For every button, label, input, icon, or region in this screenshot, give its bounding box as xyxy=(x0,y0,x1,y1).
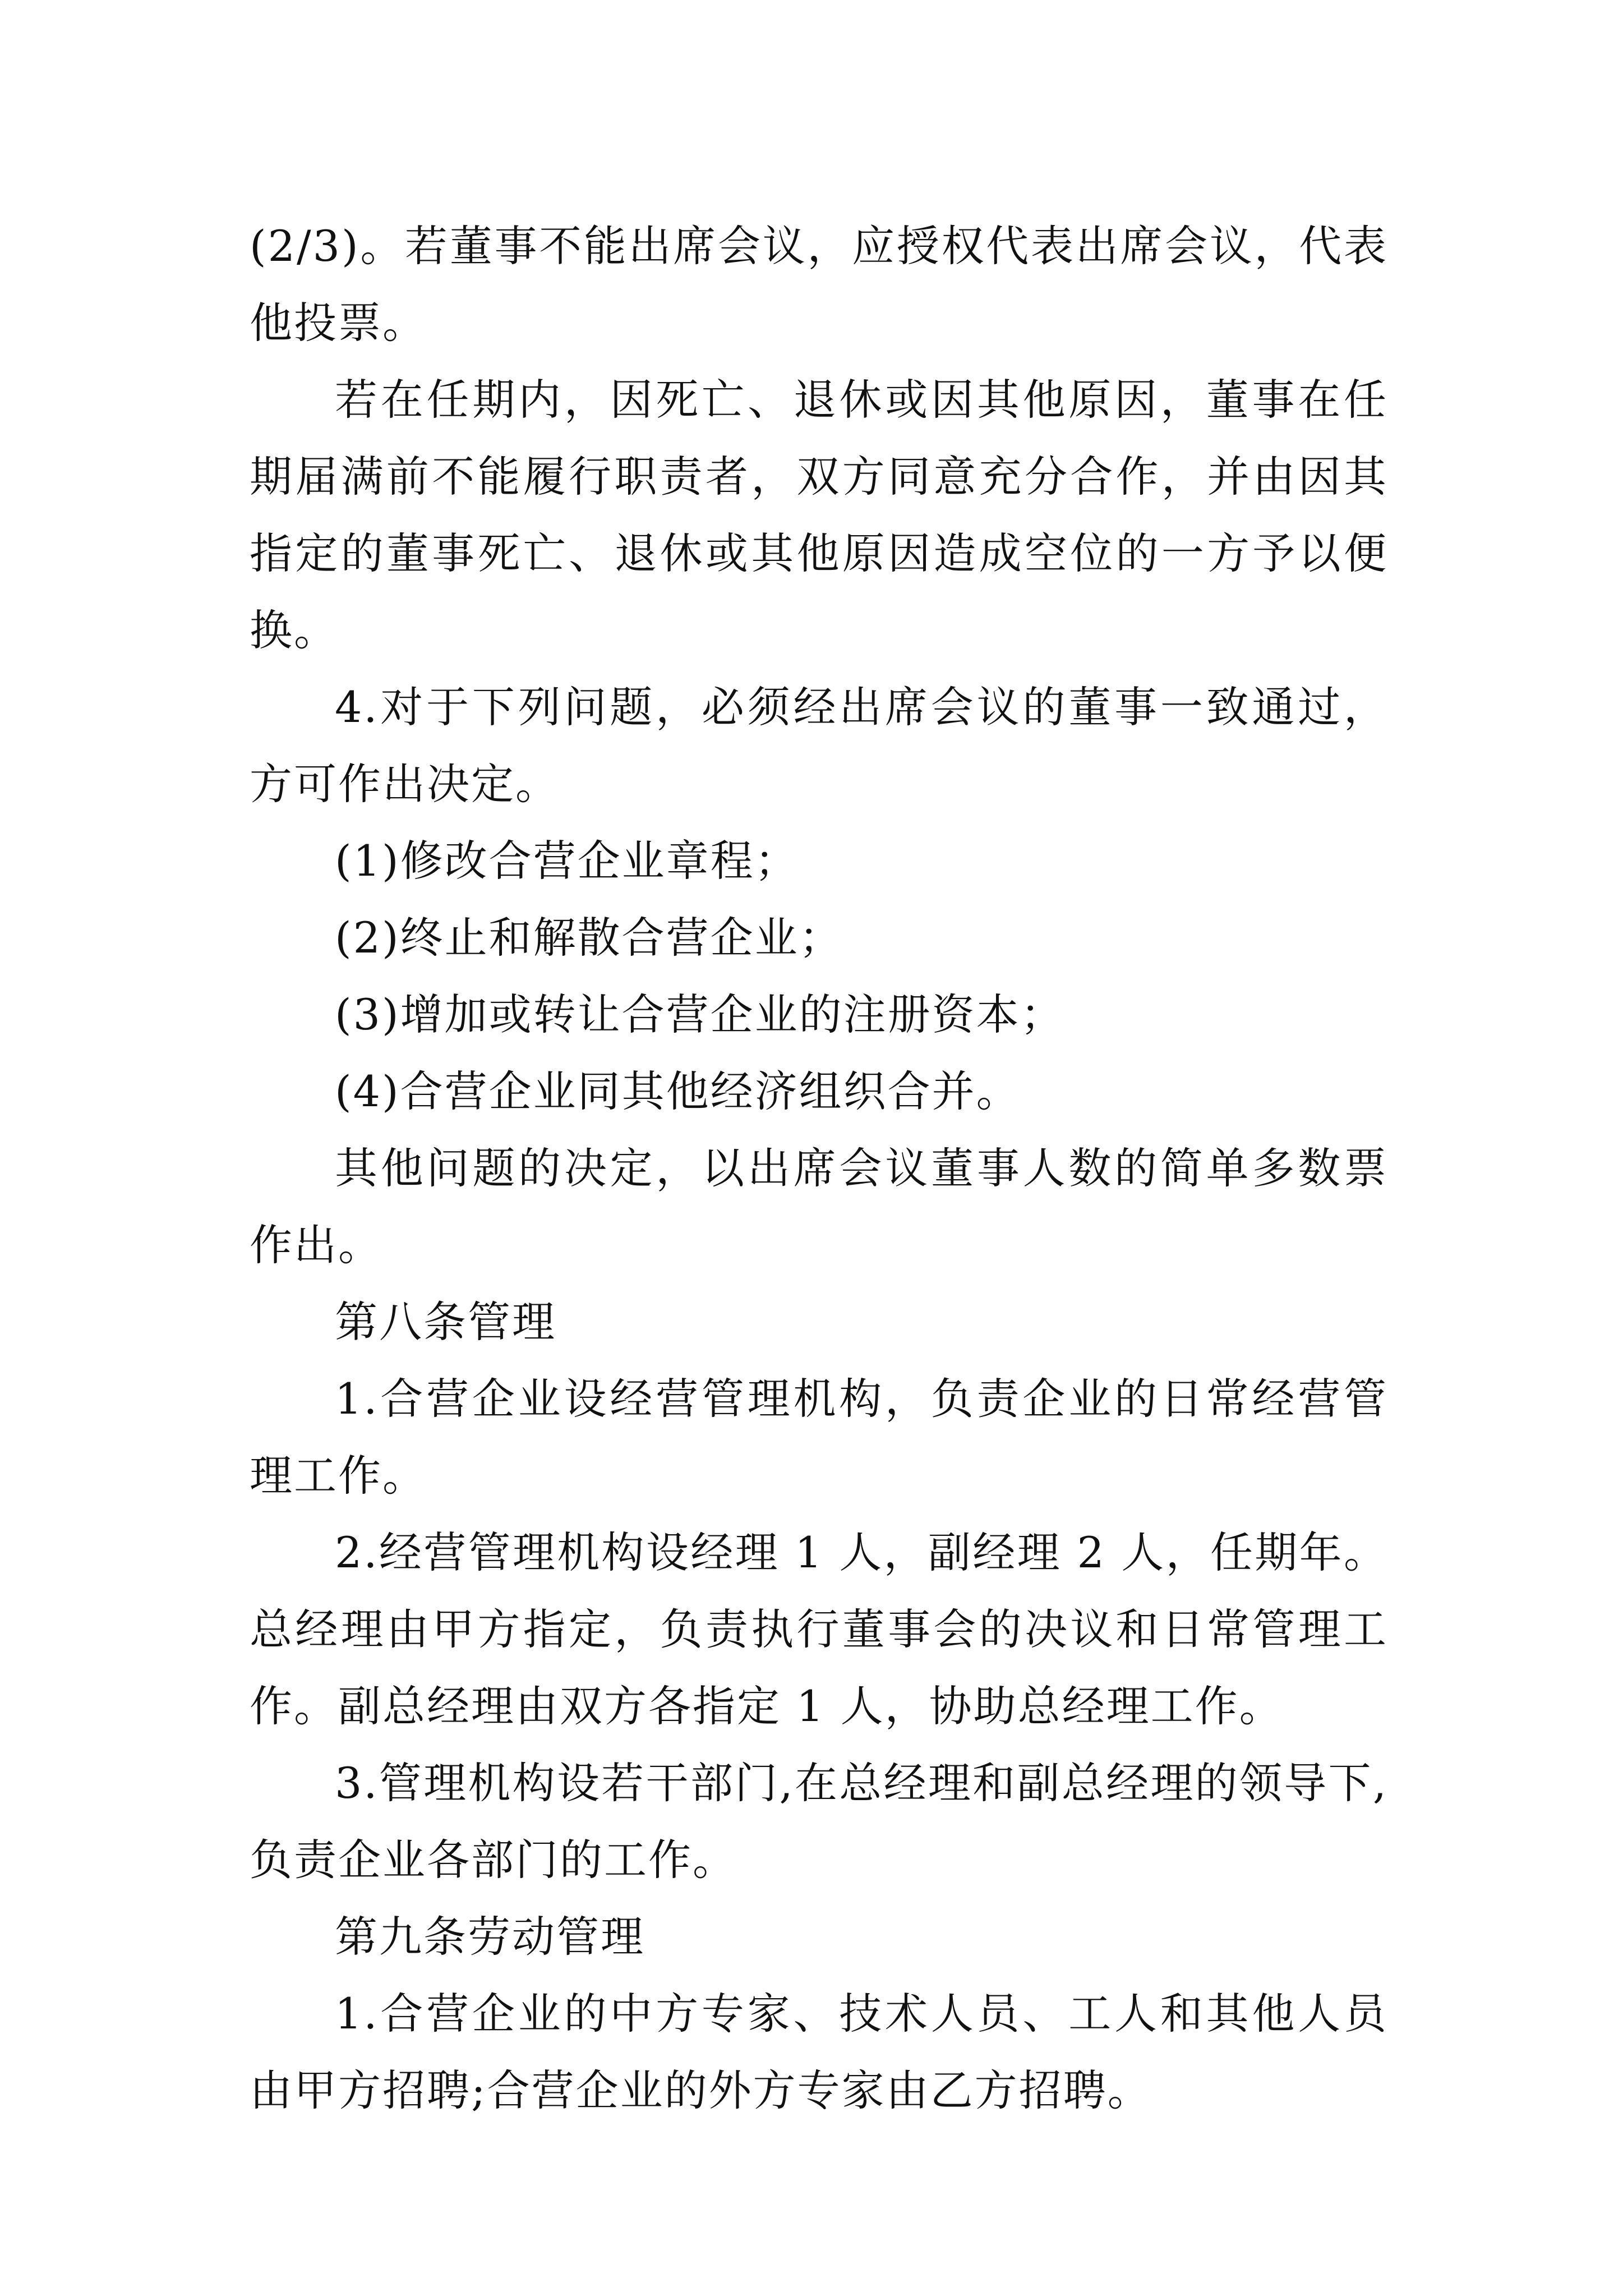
document-body xyxy=(250,208,1388,2129)
paragraph-managers: 2.经营管理机构设经理 1 人，副经理 2 人，任期年。总经理由甲方指定，负责执行董事会的决议和日常管理工作。副总经理由双方各指定 1 人，协助总经理工作。 xyxy=(250,1527,1388,1731)
list-item-amend-articles: (1)修改合营企业章程； xyxy=(335,836,799,886)
article-8-heading: 第八条管理 xyxy=(335,1297,556,1347)
list-item-merger: (4)合营企业同其他经济组织合并。 xyxy=(335,1066,1021,1116)
paragraph-continuation: (2/3)。若董事不能出席会议，应授权代表出席会议，代表他投票。 xyxy=(250,221,1388,348)
paragraph-director-vacancy: 若在任期内，因死亡、退休或因其他原因，董事在任期届满前不能履行职责者，双方同意充分合作，并由因其指定的董事死亡、退休或其他原因造成空位的一方予以便换。 xyxy=(250,375,1388,655)
paragraph-other-decisions: 其他问题的决定，以出席会议董事人数的简单多数票作出。 xyxy=(250,1143,1388,1270)
paragraph-management-body: 1.合营企业设经营管理机构，负责企业的日常经营管理工作。 xyxy=(250,1374,1388,1501)
paragraph-recruitment: 1.合营企业的中方专家、技术人员、工人和其他人员由甲方招聘;合营企业的外方专家由乙方招聘。 xyxy=(250,1989,1388,2115)
paragraph-departments: 3.管理机构设若干部门,在总经理和副总经理的领导下,负责企业各部门的工作。 xyxy=(250,1758,1388,1885)
article-9-heading: 第九条劳动管理 xyxy=(335,1912,645,1962)
list-item-dissolution: (2)终止和解散合营企业； xyxy=(335,913,843,963)
paragraph-unanimous-matters: 4.对于下列问题，必须经出席会议的董事一致通过，方可作出决定。 xyxy=(250,682,1388,809)
list-item-capital-change: (3)增加或转让合营企业的注册资本； xyxy=(335,990,1065,1039)
